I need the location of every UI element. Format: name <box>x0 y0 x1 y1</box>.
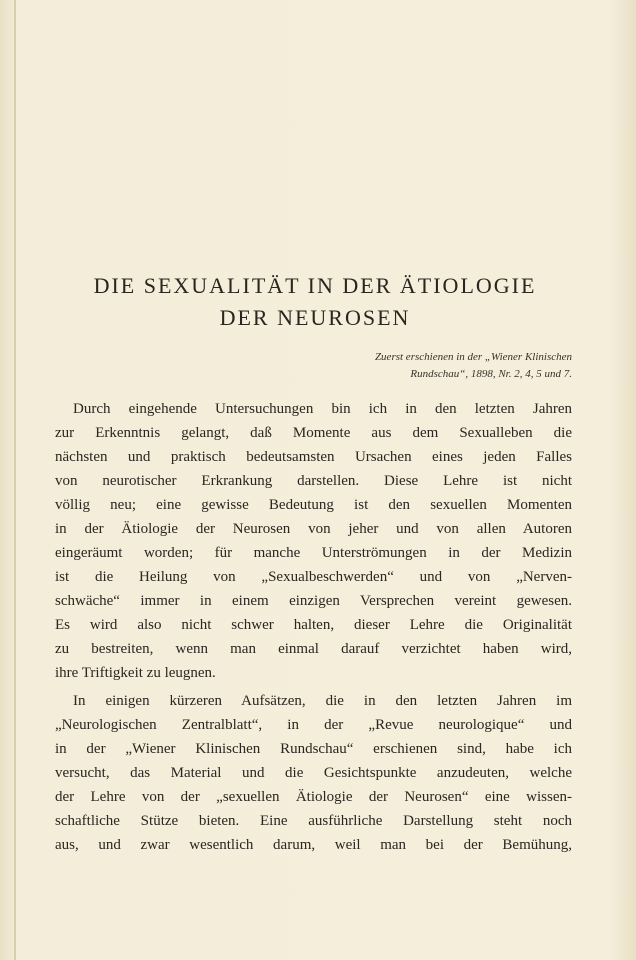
body-line: in der Ätiologie der Neurosen von jeher und von allen Autoren <box>55 521 572 537</box>
body-line: zur Erkenntnis gelangt, daß Momente aus dem Sexualleben die <box>55 425 572 441</box>
body-line: Durch eingehende Untersuchungen bin ich in den letzten Jahren <box>73 401 572 417</box>
body-line: eingeräumt worden; für manche Unterströmungen in der Medizin <box>55 545 572 561</box>
body-line: Es wird also nicht schwer halten, dieser Lehre die Originalität <box>55 617 572 633</box>
body-line: völlig neu; eine gewisse Bedeutung ist den sexuellen Momenten <box>55 497 572 513</box>
body-line: in der „Wiener Klinischen Rundschau“ erschienen sind, habe ich <box>55 741 572 757</box>
page-edge <box>14 0 16 960</box>
body-line: nächsten und praktisch bedeutsamsten Ursachen eines jeden Falles <box>55 449 572 465</box>
body-line: aus, und zwar wesentlich darum, weil man bei der Bemühung, <box>55 837 572 853</box>
source-note-line-2: Rundschau“, 1898, Nr. 2, 4, 5 und 7. <box>410 368 572 380</box>
body-line: von neurotischer Erkrankung darstellen. Diese Lehre ist nicht <box>55 473 572 489</box>
body-line: der Lehre von der „sexuellen Ätiologie der Neurosen“ eine wissen- <box>55 789 572 805</box>
chapter-title-line-2: DER NEUROSEN <box>219 305 411 330</box>
body-line: ist die Heilung von „Sexualbeschwerden“ und von „Nerven- <box>55 569 572 585</box>
source-note-line-1: Zuerst erschienen in der „Wiener Klinischen <box>374 351 572 363</box>
chapter-title-line-1: DIE SEXUALITÄT IN DER ÄTIOLOGIE <box>93 273 537 298</box>
body-line: schaftliche Stütze bieten. Eine ausführliche Darstellung steht noch <box>55 813 572 829</box>
body-line: versucht, das Material und die Gesichtspunkte anzudeuten, welche <box>55 765 572 781</box>
body-line: In einigen kürzeren Aufsätzen, die in den letzten Jahren im <box>73 693 572 709</box>
body-line: schwäche“ immer in einem einzigen Versprechen vereint gewesen. <box>55 593 572 609</box>
body-line: zu bestreiten, wenn man einmal darauf verzichtet haben wird, <box>55 641 572 657</box>
body-line: ihre Triftigkeit zu leugnen. <box>55 665 216 681</box>
body-line: „Neurologischen Zentralblatt“, in der „Revue neurologique“ und <box>55 717 572 733</box>
